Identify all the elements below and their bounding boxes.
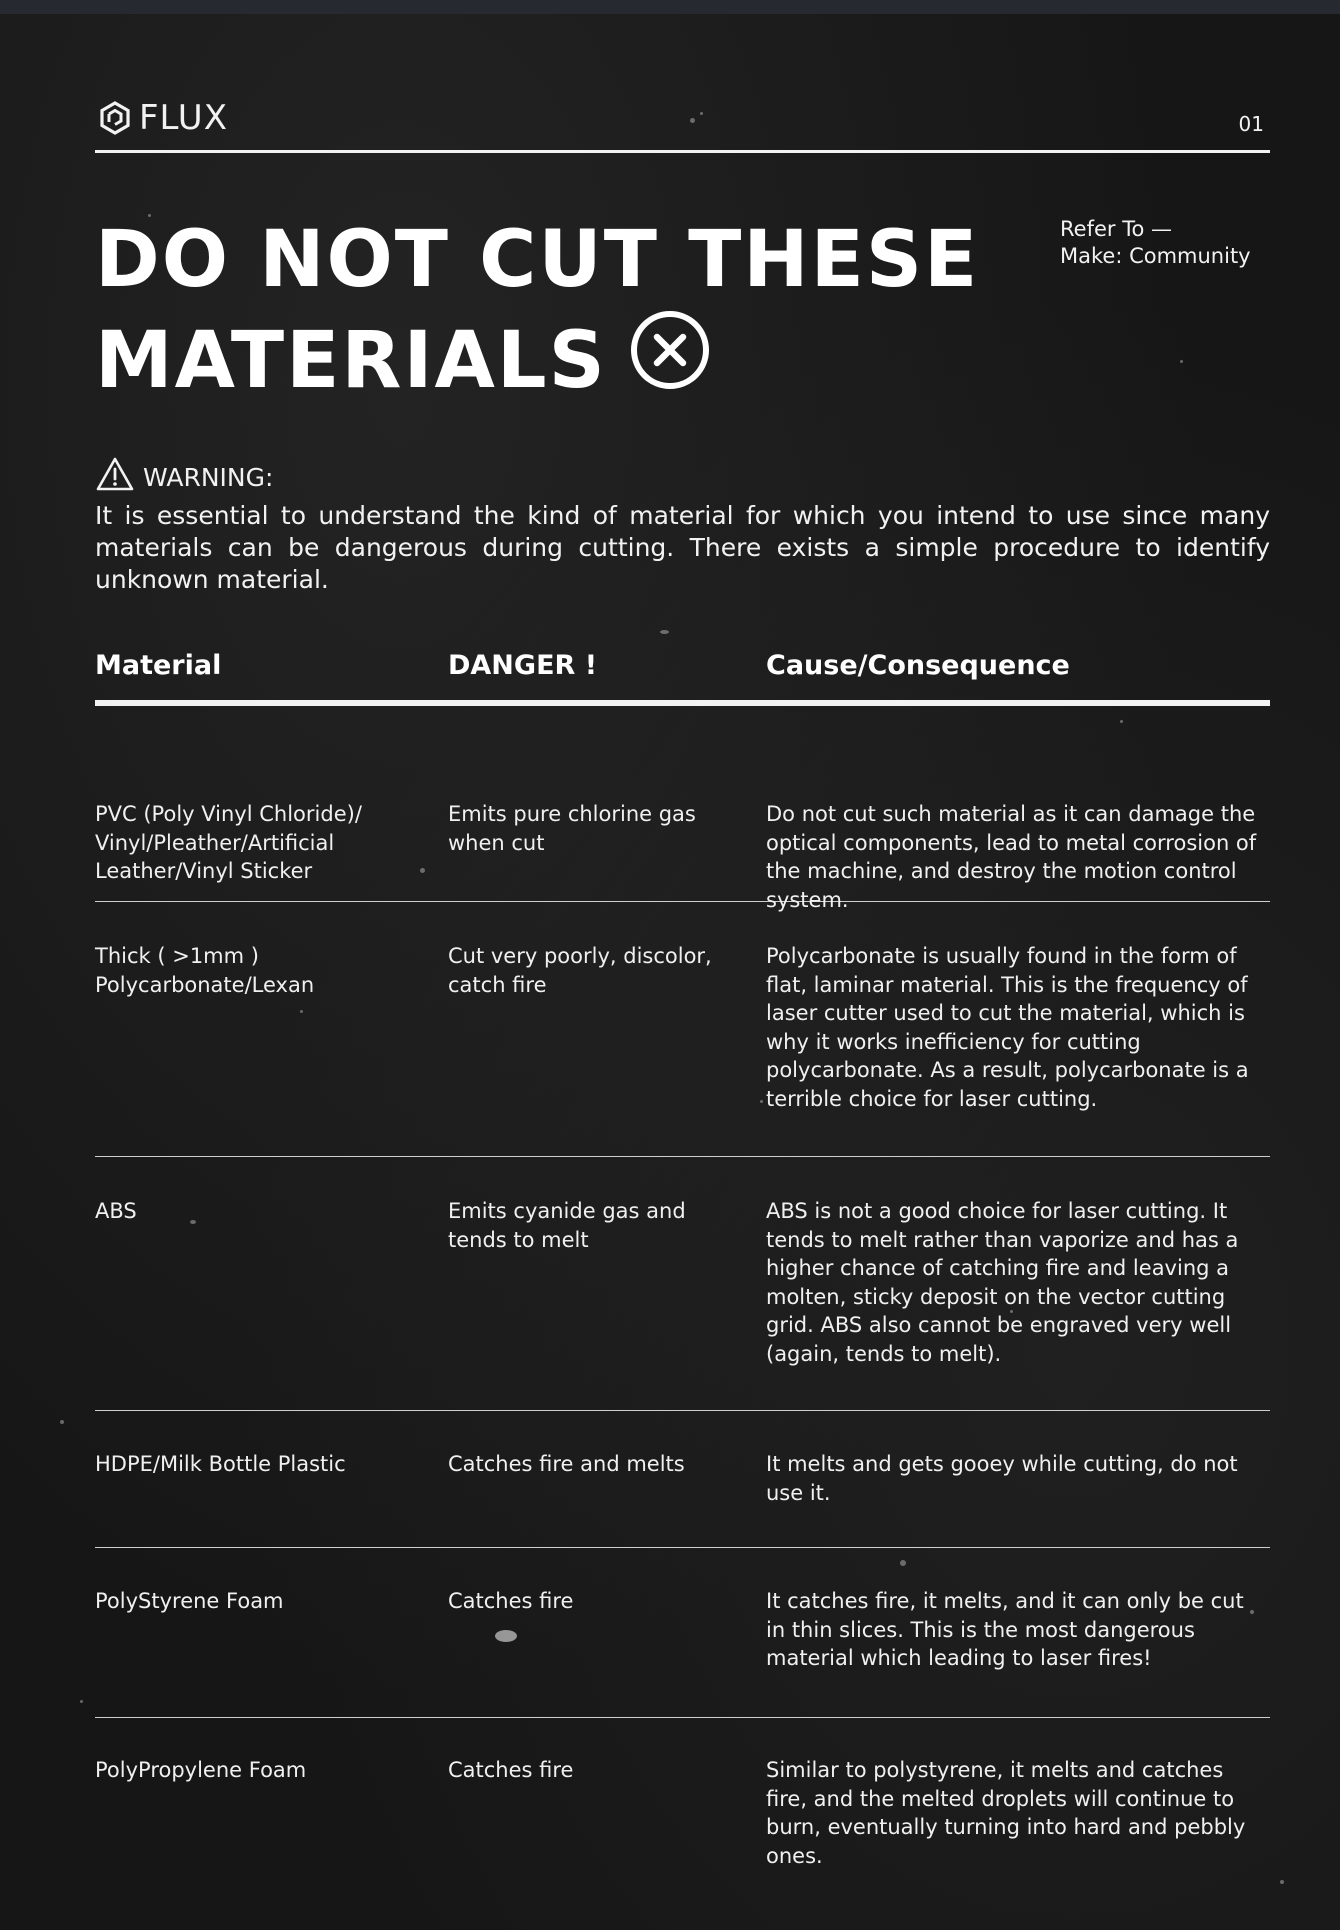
cell-danger: Catches fire: [448, 1589, 574, 1613]
header-cause: Cause/Consequence: [766, 650, 1070, 681]
cell-material: PolyStyrene Foam: [95, 1589, 284, 1613]
warning-block: [95, 456, 1270, 596]
cell-danger: Emits pure chlorine gas when cut: [448, 802, 696, 855]
table-row: [95, 1548, 1270, 1718]
table-row: [95, 902, 1270, 1157]
header-material: Material: [95, 650, 222, 681]
cell-danger: Emits cyanide gas and tends to melt: [448, 1199, 686, 1252]
close-circle-icon: [629, 309, 711, 414]
cell-danger: Cut very poorly, discolor, catch fire: [448, 944, 712, 997]
logo-text: FLUX: [139, 98, 228, 138]
brand-logo: [99, 98, 228, 138]
materials-table: [95, 645, 1270, 1878]
cell-cause: It catches fire, it melts, and it can only be cut in thin slices. This is the most dangerous material which leading to laser fires!: [766, 1589, 1244, 1670]
cell-material: HDPE/Milk Bottle Plastic: [95, 1452, 346, 1476]
refer-line-1: Refer To —: [1060, 217, 1172, 241]
cell-material: Thick ( >1mm ) Polycarbonate/Lexan: [95, 944, 315, 997]
cell-material: ABS: [95, 1199, 137, 1223]
cell-material: PVC (Poly Vinyl Chloride)/ Vinyl/Pleather/Artificial Leather/Vinyl Sticker: [95, 802, 362, 883]
page-title: [95, 212, 995, 414]
cell-cause: Polycarbonate is usually found in the form of flat, laminar material. This is the frequency of laser cutter used to cut the material, which is why it works inefficiency for cutting polycarbonate. As a result, polycarbonate is a terrible choice for laser cutting.: [766, 944, 1249, 1111]
title-line-2: MATERIALS: [95, 316, 607, 406]
table-header: [95, 645, 1270, 706]
cell-cause: It melts and gets gooey while cutting, do not use it.: [766, 1452, 1238, 1505]
title-line-2-wrap: [95, 309, 995, 414]
table-row: [95, 1718, 1270, 1878]
table-row: [95, 1411, 1270, 1548]
cell-cause: Do not cut such material as it can damage the optical components, lead to metal corrosion of the machine, and destroy the motion control system.: [766, 802, 1257, 912]
table-row: [95, 706, 1270, 912]
warning-label: WARNING:: [143, 463, 274, 492]
cell-material: PolyPropylene Foam: [95, 1758, 307, 1782]
page-header: [95, 92, 1270, 153]
cell-danger: Catches fire: [448, 1758, 574, 1782]
reference-note: [1060, 216, 1251, 270]
cell-cause: Similar to polystyrene, it melts and catches fire, and the melted droplets will continue to burn, eventually turning into hard and pebbly ones.: [766, 1758, 1246, 1868]
warning-text: It is essential to understand the kind of material for which you intend to use since many materials can be dangerous during cutting. There exists a simple procedure to identify unknown material.: [95, 501, 1270, 594]
warning-heading: [95, 456, 1270, 500]
window-top-bar: [0, 0, 1340, 14]
cell-danger: Catches fire and melts: [448, 1452, 685, 1476]
page-number: 01: [1238, 112, 1264, 136]
header-danger: DANGER !: [448, 650, 598, 681]
table-row: [95, 1157, 1270, 1411]
title-line-1: DO NOT CUT THESE: [95, 215, 980, 305]
cell-cause: ABS is not a good choice for laser cutting. It tends to melt rather than vaporize and has a higher chance of catching fire and leaving a molten, sticky deposit on the vector cutting grid. ABS also cannot be engraved very well (again, tends to melt).: [766, 1199, 1239, 1366]
flux-logo-icon: [99, 101, 131, 135]
warning-triangle-icon: [95, 456, 143, 500]
refer-line-2: Make: Community: [1060, 244, 1251, 268]
